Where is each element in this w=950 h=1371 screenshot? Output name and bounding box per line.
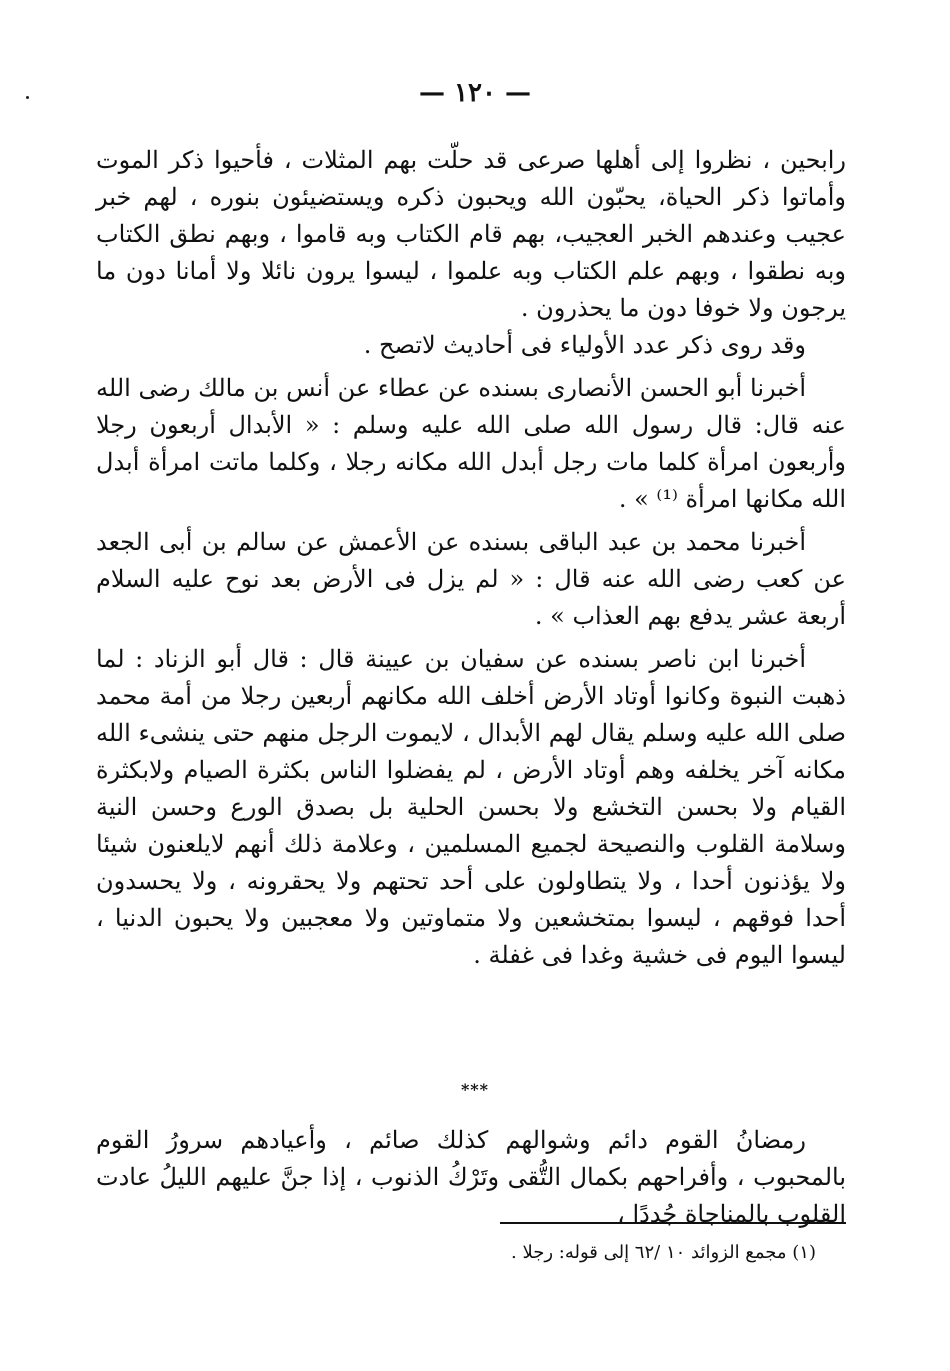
closing-text [96,1122,846,1233]
main-text [96,142,846,974]
paragraph-abu-zinad-narration: أخبرنا ابن ناصر بسنده عن سفيان بن عيينة قال : قال أبو الزناد : لما ذهبت النبوة وكانوا أوتاد الأرض أخلف الله مكانهم أربعين رجلا من أمة محمد صلى الله عليه وسلم يقال لهم الأبدال ، لايموت الرجل منهم حتى ينشىء الله مكانه آخر يخلفه وهم أوتاد الأرض ، لم يفضلوا الناس بكثرة الصيام ولابكثرة القيام ولا بحسن التخشع ولا بحسن الحلية بل بصدق الورع وحسن النية وسلامة القلوب والنصيحة لجميع المسلمين ، وعلامة ذلك أنهم لايلعنون شيئا ولا يؤذنون أحدا ، ولا يتطاولون على أحد تحتهم ولا يحقرونه ، ولا يحسدون أحدا فوقهم ، ليسوا بمتخشعين ولا متماوتين ولا معجبين ولا يحبون الدنيا ، ليسوا اليوم فى خشية وغدا فى غفلة . [96,645,846,969]
paragraph-note-on-hadith: وقد روى ذكر عدد الأولياء فى أحاديث لاتصح . [363,331,806,359]
paragraph-ramadan: رمضانُ القوم دائم وشوالهم كذلك صائم ، وأعيادهم سرورُ القوم بالمحبوب ، وأفراحهم بكمال التُّقى وتَرْكُ الذنوب ، إذا جنَّ عليهم الليلُ عادت القلوب بالمناجاة جُددًا ، [96,1126,846,1228]
footnote-divider [500,1222,846,1224]
footnote: (١) مجمع الزوائد ١٠ /٦٢ إلى قوله: رجلا . [511,1242,816,1263]
paragraph-abdal-description: رابحين ، نظروا إلى أهلها صرعى قد حلّت بهم المثلات ، فأحيوا ذكر الموت وأماتوا ذكر الحياة، يحبّون الله ويحبون ذكره ويستضيئون بنوره ، لهم خبر عجيب وعندهم الخبر العجيب، بهم قام الكتاب وبه قاموا ، وبهم نطق الكتاب وبه نطقوا ، وبهم علم الكتاب وبه علموا ، ليسوا يرون نائلا ولا أمانا دون ما يرجون ولا خوفا دون ما يحذرون . [96,146,847,322]
paragraph-kaab-narration: أخبرنا محمد بن عبد الباقى بسنده عن الأعمش عن سالم بن أبى الجعد عن كعب رضى الله عنه قال : « لم يزل فى الأرض بعد نوح عليه السلام أربعة عشر يدفع بهم العذاب » . [96,528,847,630]
section-separator: *** [460,1080,490,1099]
page-number: — ١٢٠ — [418,78,532,108]
paragraph-anas-hadith: أخبرنا أبو الحسن الأنصارى بسنده عن عطاء عن أنس بن مالك رضى الله عنه قال: قال رسول الله صلى الله عليه وسلم : « الأبدال أربعون رجلا وأربعون امرأة كلما مات رجل أبدل الله مكانه رجلا ، وكلما ماتت امرأة أبدل الله مكانها امرأة ⁽¹⁾ » . [96,374,846,513]
